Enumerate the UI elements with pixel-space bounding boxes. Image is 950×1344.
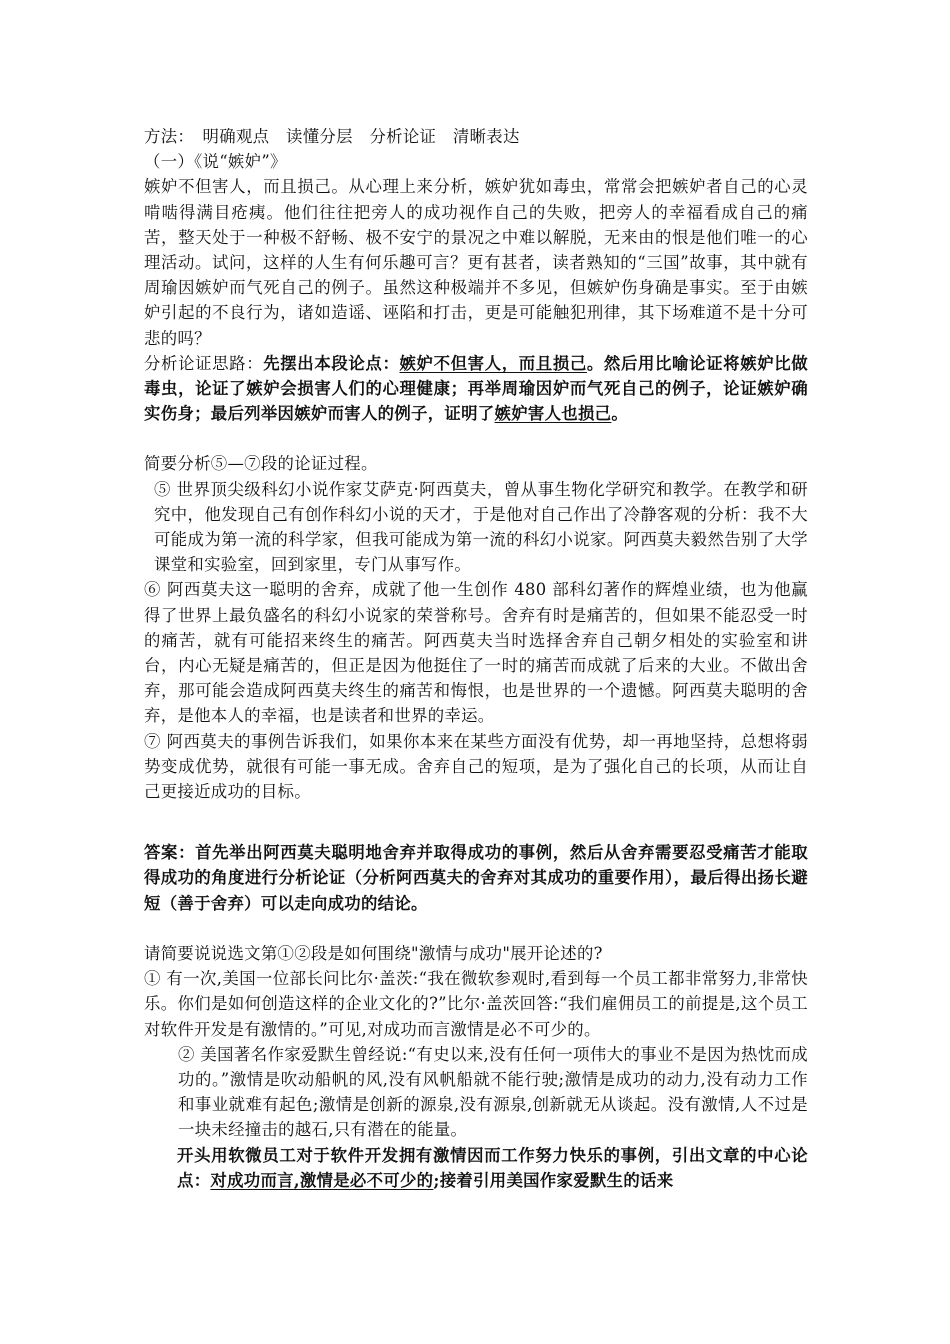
section3-analysis-a: 开头用软微员工对于软件开发拥有激情因而工作努力快乐的事例，引出文章的中心论点： [177,1145,808,1190]
paragraph-6: ⑥ 阿西莫夫这一聪明的舍弃，成就了他一生创作 480 部科幻著作的辉煌业绩，也为他赢得了世界上最负盛名的科幻小说家的荣誉称号。舍弃有时是痛苦的，但如果不能忍受一时的痛苦，就有可能招来终生的痛苦。阿西莫夫当时选择舍弃自己朝夕相处的实验室和讲台，内心无疑是痛苦的，但正是因为他挺住了一时的痛苦而成就了后来的大业。不做出舍弃，那可能会造成阿西莫夫终生的痛苦和悔恨，也是世界的一个遗憾。阿西莫夫聪明的舍弃，是他本人的幸福，也是读者和世界的幸运。 [144,580,808,726]
section1-title: （一）《说“嫉妒”》 [144,152,287,172]
analysis-text-b: 。然后用比喻论证将嫉妒比做毒虫，论证了嫉妒会损害人们的心理健康；再举周瑜因妒而气死自己的例子，论证嫉妒确实伤身；最后列举因嫉妒而害人的例子，证明了 [144,353,808,424]
analysis-text-a: 先摆出本段论点： [263,353,400,373]
analysis-label: 分析论证思路： [144,353,264,373]
paragraph-7: ⑦ 阿西莫夫的事例告诉我们，如果你本来在某些方面没有优势，却一再地坚持，总想将弱势变成优势，就很有可能一事无成。舍弃自己的短项，是为了强化自己的长项，从而让自己更接近成功的目标。 [144,731,808,802]
section3-question: 请简要说说选文第①②段是如何围绕"激情与成功"展开论述的? [144,943,603,963]
analysis-conclusion: 嫉妒害人也损己 [494,404,612,424]
section1-body: 嫉妒不但害人，而且损己。从心理上来分析，嫉妒犹如毒虫，常常会把嫉妒者自己的心灵啃啮得满目疮痍。他们往往把旁人的成功视作自己的失败，把旁人的幸福看成自己的痛苦，整天处于一种极不舒畅、极不安宁的景况之中难以解脱，无来由的恨是他们唯一的心理活动。试问，这样的人生有何乐趣可言？更有甚者，读者熟知的“三国”故事，其中就有周瑜因嫉妒而气死自己的例子。虽然这种极端并不多见，但嫉妒伤身确是事实。至于由嫉妒引起的不良行为，诸如造谣、诬陷和打击，更是可能触犯刑律，其下场难道不是十分可悲的吗？ [144,177,808,348]
document-page [144,124,808,1193]
analysis-text-c: 。 [611,404,629,424]
section2-question: 简要分析⑤—⑦段的论证过程。 [144,454,378,474]
section2-answer: 答案：首先举出阿西莫夫聪明地舍弃并取得成功的事例，然后从舍弃需要忍受痛苦才能取得成功的角度进行分析论证（分析阿西莫夫的舍弃对其成功的重要作用），最后得出扬长避短（善于舍弃）可以走向成功的结论。 [144,843,808,913]
section3-paragraph-1: ① 有一次,美国一位部长问比尔·盖茨:“我在微软参观时,看到每一个员工都非常努力,非常快乐。你们是如何创造这样的企业文化的?”比尔·盖茨回答:“我们雇佣员工的前提是,这个员工对软件开发是有激情的。”可见,对成功而言激情是必不可少的。 [144,969,808,1039]
section1-analysis [144,351,808,427]
analysis-thesis: 嫉妒不但害人，而且损己 [399,353,587,373]
section3-paragraph-2: ② 美国著名作家爱默生曾经说:“有史以来,没有任何一项伟大的事业不是因为热忱而成功的。”激情是吹动船帆的风,没有风帆船就不能行驶;激情是成功的动力,没有动力工作和事业就难有起色;激情是创新的源泉,没有源泉,创新就无从谈起。没有激情,人不过是一块未经撞击的越石,只有潜在的能量。 [178,1044,808,1140]
section3-analysis-b: ;接着引用美国作家爱默生的话来 [433,1170,674,1190]
section3-analysis [144,1143,808,1193]
paragraph-5: ⑤ 世界顶尖级科幻小说作家艾萨克·阿西莫夫，曾从事生物化学研究和教学。在教学和研究中，他发现自己有创作科幻小说的天才，于是他对自己作出了冷静客观的分析：我不大可能成为第一流的科学家，但我可能成为第一流的科幻小说家。阿西莫夫毅然告别了大学课堂和实验室，回到家里，专门从事写作。 [154,479,808,575]
spacer [144,426,808,451]
spacer [144,916,808,941]
section3-thesis: 对成功而言,激情是必不可少的 [210,1170,434,1190]
spacer [144,804,808,840]
method-line: 方法： 明确观点 读懂分层 分析论证 清晰表达 [144,127,520,146]
